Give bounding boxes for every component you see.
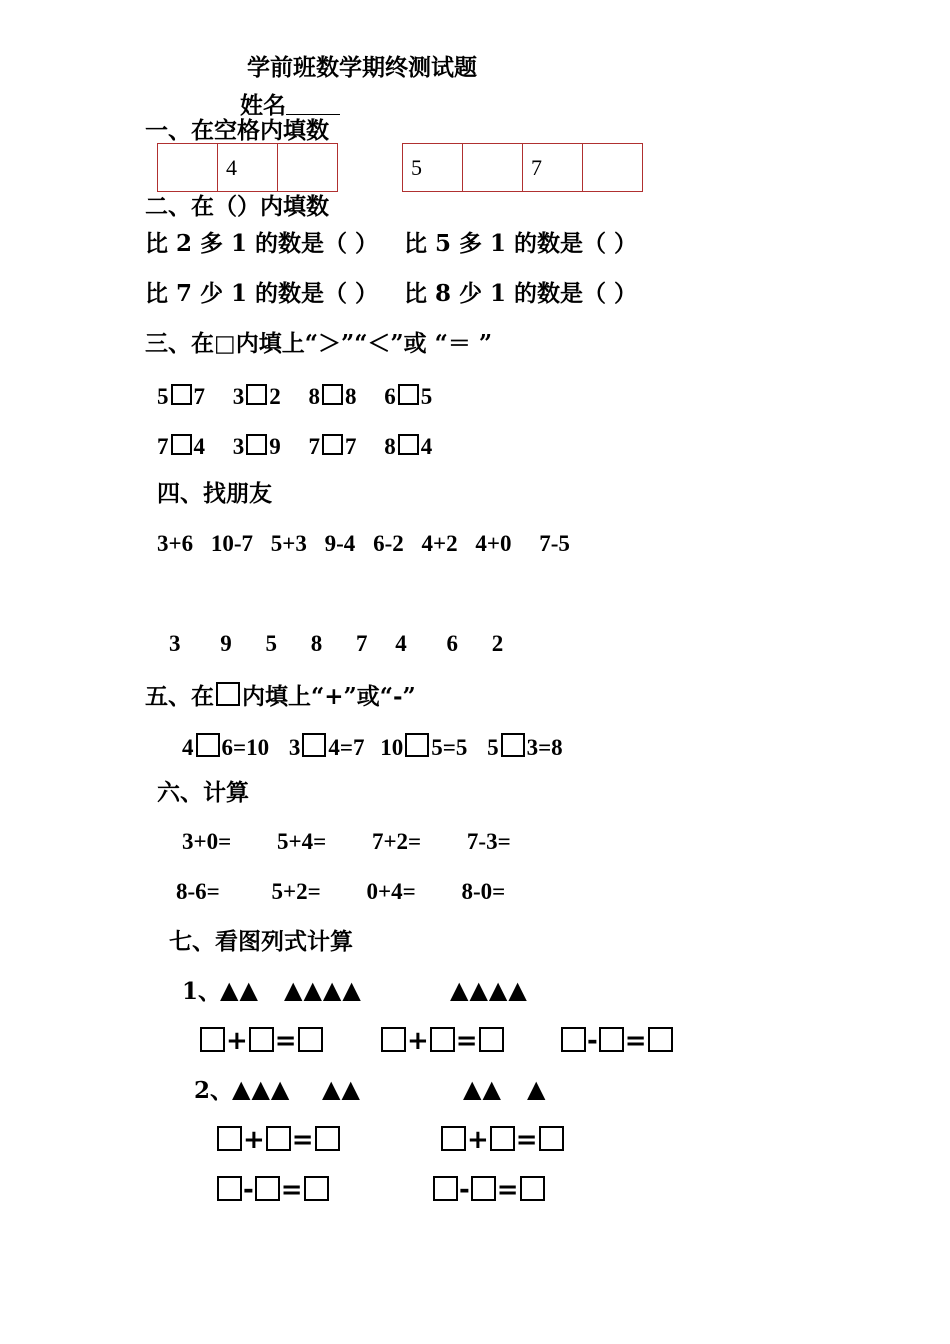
compare-item: 6 5 xyxy=(384,384,433,409)
calc-item[interactable]: 8-6= xyxy=(176,879,220,904)
compare-row-2 xyxy=(157,434,432,458)
answer-box[interactable] xyxy=(246,434,267,455)
answer-box[interactable] xyxy=(539,1126,564,1151)
name-blank[interactable] xyxy=(286,94,340,115)
sign-item: 10 5=5 xyxy=(380,735,468,760)
compare-item: 8 4 xyxy=(384,434,433,459)
equation-1a: + = xyxy=(199,1027,324,1054)
answer-box[interactable] xyxy=(266,1126,291,1151)
answer-box[interactable] xyxy=(398,384,419,405)
expression[interactable]: 7-5 xyxy=(539,531,570,556)
calc-item[interactable]: 8-0= xyxy=(461,879,506,904)
answer-box[interactable] xyxy=(171,384,192,405)
grid-b-cell-2[interactable] xyxy=(463,144,523,192)
compare-item: 3 9 xyxy=(232,434,281,459)
answer-box[interactable] xyxy=(249,1027,274,1052)
expression[interactable]: 5+3 xyxy=(270,531,307,556)
answer-box[interactable] xyxy=(561,1027,586,1052)
number-grid-a xyxy=(157,143,338,192)
equation-2a: + = xyxy=(216,1126,341,1153)
triangle-group-icon: ▲ xyxy=(527,1075,547,1103)
answer-number[interactable]: 8 xyxy=(310,631,323,656)
answer-box[interactable] xyxy=(200,1027,225,1052)
answer-box[interactable] xyxy=(471,1176,496,1201)
answer-number[interactable]: 2 xyxy=(491,631,504,656)
answer-number[interactable]: 9 xyxy=(220,631,232,656)
triangle-group-icon: ▲▲ xyxy=(463,1075,502,1103)
answer-number[interactable]: 4 xyxy=(395,631,407,656)
answer-box[interactable] xyxy=(648,1027,673,1052)
expression[interactable]: 4+0 xyxy=(475,531,512,556)
compare-item: 7 4 xyxy=(157,434,205,459)
answer-box[interactable] xyxy=(599,1027,624,1052)
page-title: 学前班数学期终测试题 xyxy=(247,54,477,81)
friend-answers xyxy=(169,632,503,655)
answer-box[interactable] xyxy=(217,1176,242,1201)
answer-number[interactable]: 5 xyxy=(265,631,277,656)
answer-number[interactable]: 6 xyxy=(446,631,458,656)
equation-2c: - = xyxy=(216,1176,330,1203)
sign-item: 4 6=10 xyxy=(182,735,270,760)
answer-box[interactable] xyxy=(322,384,343,405)
expression[interactable]: 3+6 xyxy=(157,531,194,556)
answer-box[interactable] xyxy=(381,1027,406,1052)
equation-1c: - = xyxy=(560,1027,674,1054)
section-3-heading: 三、在□内填上“＞”“＜”或 “＝ ” xyxy=(145,330,493,357)
box-symbol-icon xyxy=(216,682,240,706)
calc-item[interactable]: 7+2= xyxy=(371,829,422,854)
answer-box[interactable] xyxy=(322,434,343,455)
calc-item[interactable]: 3+0= xyxy=(182,829,232,854)
question-2-3: 比 7 少 1 的数是（ ） xyxy=(145,280,379,307)
grid-b-cell-4[interactable] xyxy=(583,144,643,192)
name-label: 姓名 xyxy=(240,92,286,119)
answer-box[interactable] xyxy=(430,1027,455,1052)
triangle-group-icon: ▲▲ xyxy=(220,976,259,1004)
answer-box[interactable] xyxy=(217,1126,242,1151)
answer-box[interactable] xyxy=(315,1126,340,1151)
calc-item[interactable]: 0+4= xyxy=(366,879,416,904)
expression[interactable]: 9-4 xyxy=(324,531,356,556)
name-field xyxy=(240,94,340,117)
answer-box[interactable] xyxy=(302,733,326,757)
answer-box[interactable] xyxy=(298,1027,323,1052)
triangle-group-icon: ▲▲▲▲ xyxy=(450,976,528,1004)
triangle-group-icon: ▲▲▲ xyxy=(232,1075,291,1103)
answer-box[interactable] xyxy=(398,434,419,455)
number-grid-b xyxy=(402,143,643,192)
section-7-heading: 七、看图列式计算 xyxy=(169,928,353,955)
calc-row-1 xyxy=(182,830,511,853)
question-2-1: 比 2 多 1 的数是（ ） xyxy=(145,230,379,257)
problem-1-label: 1、 xyxy=(182,978,222,1005)
answer-box[interactable] xyxy=(171,434,192,455)
sign-row xyxy=(182,733,563,759)
answer-number[interactable]: 7 xyxy=(356,631,368,656)
triangle-group-icon: ▲▲ xyxy=(322,1075,361,1103)
expression[interactable]: 6-2 xyxy=(373,531,404,556)
answer-box[interactable] xyxy=(479,1027,504,1052)
sign-item: 5 3=8 xyxy=(487,735,563,760)
equation-2b: + = xyxy=(440,1126,565,1153)
question-2-2: 比 5 多 1 的数是（ ） xyxy=(404,230,638,257)
section-6-heading: 六、计算 xyxy=(157,779,249,806)
equation-1b: + = xyxy=(380,1027,505,1054)
equation-2d: - = xyxy=(432,1176,546,1203)
expression[interactable]: 4+2 xyxy=(421,531,458,556)
section-5-heading: 五、在 内填上“+”或“-” xyxy=(145,683,416,710)
grid-a-cell-3[interactable] xyxy=(278,144,338,192)
friend-expressions xyxy=(157,532,570,555)
answer-box[interactable] xyxy=(304,1176,329,1201)
calc-item[interactable]: 5+4= xyxy=(276,829,327,854)
grid-b-cell-3[interactable]: 7 xyxy=(523,144,583,192)
sign-item: 3 4=7 xyxy=(288,735,365,760)
compare-item: 5 7 xyxy=(157,384,205,409)
answer-number[interactable]: 3 xyxy=(169,631,181,656)
answer-box[interactable] xyxy=(255,1176,280,1201)
calc-item[interactable]: 5+2= xyxy=(271,879,321,904)
answer-box[interactable] xyxy=(196,733,220,757)
answer-box[interactable] xyxy=(490,1126,515,1151)
compare-item: 8 8 xyxy=(308,384,357,409)
question-2-4: 比 8 少 1 的数是（ ） xyxy=(404,280,638,307)
grid-b-cell-1[interactable]: 5 xyxy=(403,144,463,192)
answer-box[interactable] xyxy=(405,733,429,757)
triangle-group-icon: ▲▲▲▲ xyxy=(284,976,362,1004)
compare-item: 3 2 xyxy=(232,384,281,409)
calc-row-2 xyxy=(176,880,505,903)
answer-box[interactable] xyxy=(441,1126,466,1151)
section-4-heading: 四、找朋友 xyxy=(157,480,272,507)
answer-box[interactable] xyxy=(433,1176,458,1201)
problem-2-label: 2、 xyxy=(194,1077,234,1104)
answer-box[interactable] xyxy=(246,384,267,405)
calc-item[interactable]: 7-3= xyxy=(466,829,511,854)
answer-box[interactable] xyxy=(501,733,525,757)
answer-box[interactable] xyxy=(520,1176,545,1201)
compare-item: 7 7 xyxy=(308,434,357,459)
compare-row-1 xyxy=(157,384,432,408)
grid-a-cell-2[interactable]: 4 xyxy=(218,144,278,192)
section-1-heading: 一、在空格内填数 xyxy=(145,117,329,144)
grid-a-cell-1[interactable] xyxy=(158,144,218,192)
section-2-heading: 二、在（）内填数 xyxy=(145,193,329,220)
expression[interactable]: 10-7 xyxy=(210,531,254,556)
